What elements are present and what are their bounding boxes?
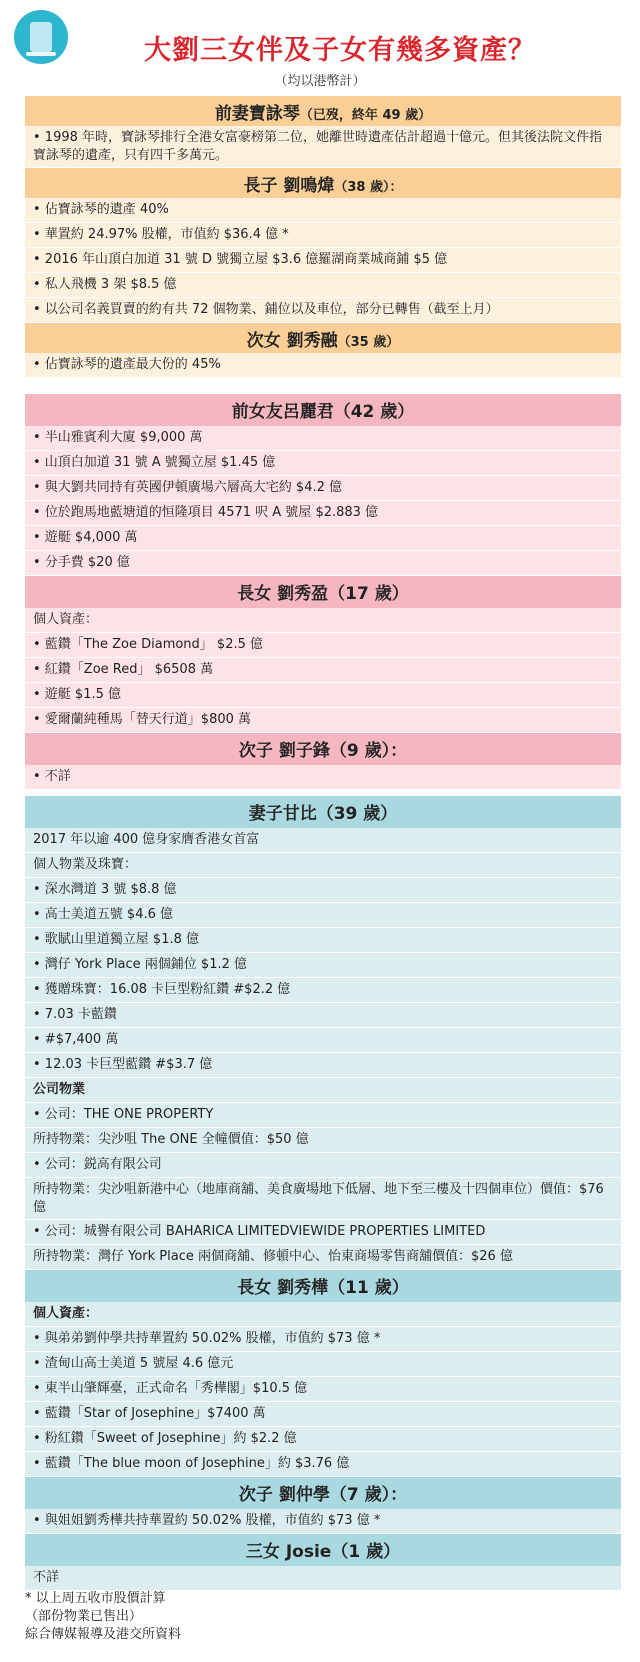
person-header (25, 1270, 621, 1302)
logo-base-shape (26, 52, 56, 56)
asset-row: • 佔寶詠琴的遺產 40% (25, 198, 621, 223)
subheading: 個人資產： (25, 1302, 621, 1327)
person-header (25, 733, 621, 765)
footer-note: （部份物業已售出） (25, 1609, 143, 1624)
asset-row: • 藍鑽「The blue moon of Josephine」約 $3.76 億 (25, 1452, 621, 1477)
asset-row: • 公司：THE ONE PROPERTY (25, 1103, 621, 1128)
person-name: 次女 劉秀融 (246, 331, 338, 351)
asset-row: 不詳 (25, 1566, 621, 1591)
asset-row: • 12.03 卡巨型藍鑽 #$3.7 億 (25, 1053, 621, 1078)
asset-row: 所持物業：尖沙咀新港中心（地庫商舖、美食廣場地下低層、地下至三樓及十四個車位）價值：$76 億 (25, 1178, 621, 1220)
asset-row: • 粉紅鑽「Sweet of Josephine」約 $2.2 億 (25, 1427, 621, 1452)
person-header (25, 576, 621, 608)
asset-row: 個人物業及珠寶： (25, 853, 621, 878)
person-header (25, 96, 621, 126)
asset-row: • 東半山肇輝臺，正式命名「秀樺閣」$10.5 億 (25, 1377, 621, 1402)
asset-row: • 以公司名義買賣的約有共 72 個物業、鋪位以及車位，部分已轉售（截至上月） (25, 298, 621, 323)
asset-row: • 華置約 24.97% 股權，市值約 $36.4 億 * (25, 223, 621, 248)
person-age: （38 歲）： (334, 180, 403, 195)
asset-row: • 山頂白加道 31 號 A 號獨立屋 $1.45 億 (25, 451, 621, 476)
asset-row: • 半山雅賓利大廈 $9,000 萬 (25, 426, 621, 451)
asset-row: 個人資產： (25, 608, 621, 633)
section-ex-girlfriend (25, 394, 621, 790)
logo-inner-shape (30, 22, 52, 52)
person-header (25, 1534, 621, 1566)
asset-row: • 灣仔 York Place 兩個鋪位 $1.2 億 (25, 953, 621, 978)
asset-row: • 藍鑽「Star of Josephine」$7400 萬 (25, 1402, 621, 1427)
person-name: 長子 劉鳴煒 (243, 176, 335, 196)
asset-row: • 與大劉共同持有英國伊頓廣場六層高大宅約 $4.2 億 (25, 476, 621, 501)
asset-row: • 分手費 $20 億 (25, 551, 621, 576)
footer-notes (25, 1590, 181, 1644)
person-name: 次子 劉仲學（7 歲）： (238, 1485, 408, 1505)
asset-row: • 獲贈珠寶：16.08 卡巨型粉紅鑽 #$2.2 億 (25, 978, 621, 1003)
page-subtitle: （均以港幣計） (274, 74, 366, 89)
person-name: 長女 劉秀盈（17 歲） (237, 584, 409, 604)
asset-row: • 愛爾蘭純種馬「替天行道」$800 萬 (25, 708, 621, 733)
asset-row: • 藍鑽「The Zoe Diamond」 $2.5 億 (25, 633, 621, 658)
person-name: 妻子甘比（39 歲） (248, 804, 398, 824)
subheading: 公司物業 (25, 1078, 621, 1103)
asset-row: • 深水灣道 3 號 $8.8 億 (25, 878, 621, 903)
asset-row: • 不詳 (25, 765, 621, 790)
person-age: （35 歲） (337, 335, 400, 350)
section-wife (25, 796, 621, 1591)
person-age: （已歿，終年 49 歲） (299, 108, 432, 123)
asset-row: 所持物業：灣仔 York Place 兩個商舖、修頓中心、怡東商場零售商舖價值：$26 億 (25, 1245, 621, 1270)
page-title: 大劉三女伴及子女有幾多資產？ (144, 35, 536, 66)
asset-row: 所持物業：尖沙咀 The ONE 全幢價值：$50 億 (25, 1128, 621, 1153)
person-name: 前妻寶詠琴 (214, 104, 300, 124)
asset-row: • #$7,400 萬 (25, 1028, 621, 1053)
person-header (25, 168, 621, 198)
asset-row: • 佔寶詠琴的遺產最大份的 45% (25, 353, 621, 378)
person-name: 長女 劉秀樺（11 歲） (237, 1278, 409, 1298)
person-header (25, 323, 621, 353)
asset-row: • 渣甸山高士美道 5 號屋 4.6 億元 (25, 1352, 621, 1377)
asset-row: • 歌賦山里道獨立屋 $1.8 億 (25, 928, 621, 953)
person-header (25, 796, 621, 828)
asset-row: • 位於跑馬地藍塘道的恒隆項目 4571 呎 A 號屋 $2.883 億 (25, 501, 621, 526)
section-first-wife (25, 96, 621, 378)
asset-row: • 遊艇 $1.5 億 (25, 683, 621, 708)
asset-row: • 1998 年時，寶詠琴排行全港女富豪榜第二位，她離世時遺產估計超過十億元。但其後法院文件指寶詠琴的遺產，只有四千多萬元。 (25, 126, 621, 168)
person-name: 前女友呂麗君（42 歲） (231, 402, 415, 422)
asset-row: • 私人飛機 3 架 $8.5 億 (25, 273, 621, 298)
asset-row: • 2016 年山頂白加道 31 號 D 號獨立屋 $3.6 億羅湖商業城商鋪 $5 億 (25, 248, 621, 273)
asset-row: • 公司：鋭高有限公司 (25, 1153, 621, 1178)
person-header (25, 1477, 621, 1509)
asset-row: • 與姐姐劉秀樺共持華置約 50.02% 股權，市值約 $73 億 * (25, 1509, 621, 1534)
asset-row: • 與弟弟劉仲學共持華置約 50.02% 股權，市值約 $73 億 * (25, 1327, 621, 1352)
asset-row: • 高士美道五號 $4.6 億 (25, 903, 621, 928)
asset-row: • 7.03 卡藍鑽 (25, 1003, 621, 1028)
asset-row: • 遊艇 $4,000 萬 (25, 526, 621, 551)
asset-row: 2017 年以逾 400 億身家膺香港女首富 (25, 828, 621, 853)
logo-icon (14, 10, 68, 64)
person-name: 次子 劉子鋒（9 歲）： (238, 741, 408, 761)
asset-row: • 紅鑽「Zoe Red」 $6508 萬 (25, 658, 621, 683)
footer-note: * 以上周五收市股價計算 (25, 1591, 166, 1606)
asset-row: • 公司：城譽有限公司 BAHARICA LIMITEDVIEWIDE PROPERTIES LIMITED (25, 1220, 621, 1245)
person-name: 三女 Josie（1 歲） (245, 1542, 401, 1562)
person-header (25, 394, 621, 426)
footer-note: 綜合傳媒報導及港交所資料 (25, 1627, 182, 1642)
